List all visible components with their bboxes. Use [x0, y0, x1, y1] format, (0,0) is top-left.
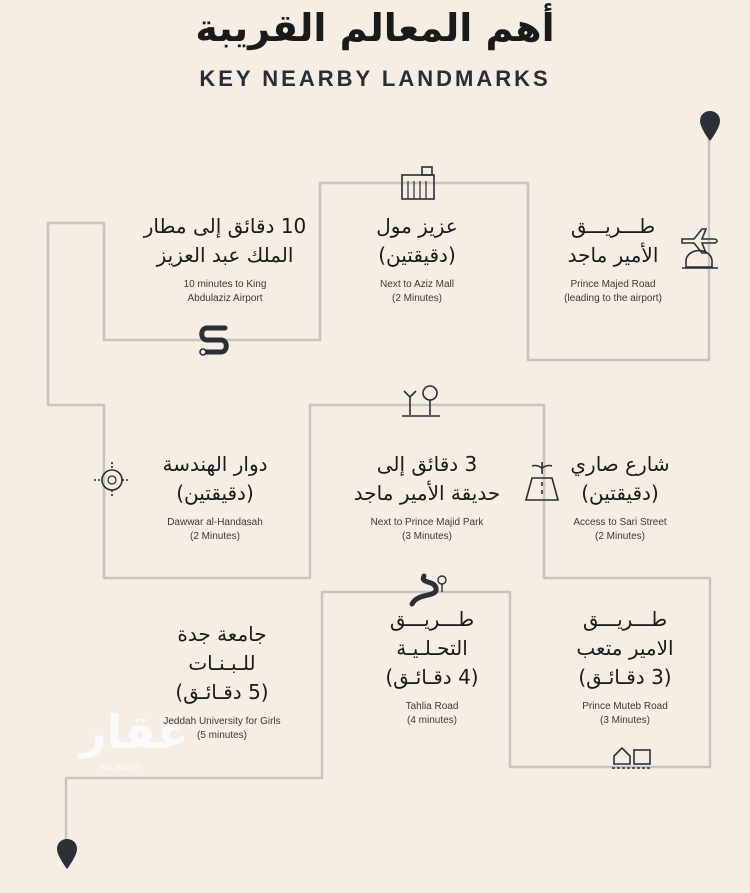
- landmark-dawwar-al-handasah: [125, 450, 305, 544]
- landmark-english-label: 10 minutes to King Abdulaziz Airport: [183, 279, 267, 304]
- landmark-english-label: Tahlia Road (4 minutes): [405, 701, 459, 726]
- landmark-arabic-label: عزيز مول (دقيقتين): [376, 214, 458, 267]
- landmark-prince-majed-road: [523, 212, 703, 306]
- landmark-arabic-label: 10 دقائق إلى مطار الملك عبد العزيز: [143, 214, 307, 267]
- houses-icon: [610, 738, 654, 770]
- landmark-arabic-label: جامعة جدة للـبـنـات (5 دقـائـق): [175, 622, 269, 704]
- landmark-arabic-label: شارع صاري (دقيقتين): [570, 452, 670, 505]
- watermark-logo: عقار: [80, 705, 189, 759]
- landmark-arabic-label: طـــريـــق الأمير ماجد: [567, 214, 659, 267]
- landmark-aziz-mall: [327, 212, 507, 306]
- page-title-english: KEY NEARBY LANDMARKS: [199, 66, 551, 91]
- landmark-english-label: Next to Aziz Mall (2 Minutes): [380, 279, 454, 304]
- landmark-arabic-label: طـــريـــق التحـلـيـة (4 دقـائـق): [385, 607, 479, 689]
- landmark-sari-street: [530, 450, 710, 544]
- landmark-english-label: Prince Muteb Road (3 Minutes): [582, 701, 668, 726]
- mall-building-icon: [398, 165, 438, 201]
- winding-road-icon: [408, 572, 450, 608]
- landmark-tahlia-road: [342, 605, 522, 728]
- landmark-english-label: Prince Majed Road (leading to the airport): [564, 279, 662, 304]
- location-pin-start-icon: [699, 110, 721, 142]
- landmark-english-label: Dawwar al-Handasah (2 Minutes): [167, 517, 263, 542]
- watermark-subtext: sa.aqar: [100, 760, 141, 773]
- location-pin-end-icon: [56, 838, 78, 870]
- landmark-arabic-label: 3 دقائق إلى حديقة الأمير ماجد: [353, 452, 501, 505]
- landmark-prince-majid-park: [337, 450, 517, 544]
- park-trees-icon: [400, 383, 442, 419]
- landmark-prince-muteb-road: [535, 605, 715, 728]
- page-title-arabic: أهم المعالم القريبة: [195, 6, 555, 50]
- landmark-arabic-label: دوار الهندسة (دقيقتين): [162, 452, 268, 505]
- road-s-curve-icon: [195, 322, 233, 360]
- landmark-english-label: Access to Sari Street (2 Minutes): [573, 517, 667, 542]
- landmark-king-abdulaziz-airport: [125, 212, 325, 306]
- landmark-english-label: Next to Prince Majid Park (3 Minutes): [370, 517, 484, 542]
- landmark-english-label: Jeddah University for Girls (5 minutes): [163, 716, 281, 741]
- landmark-arabic-label: طـــريـــق الامير متعب (3 دقـائـق): [576, 607, 674, 689]
